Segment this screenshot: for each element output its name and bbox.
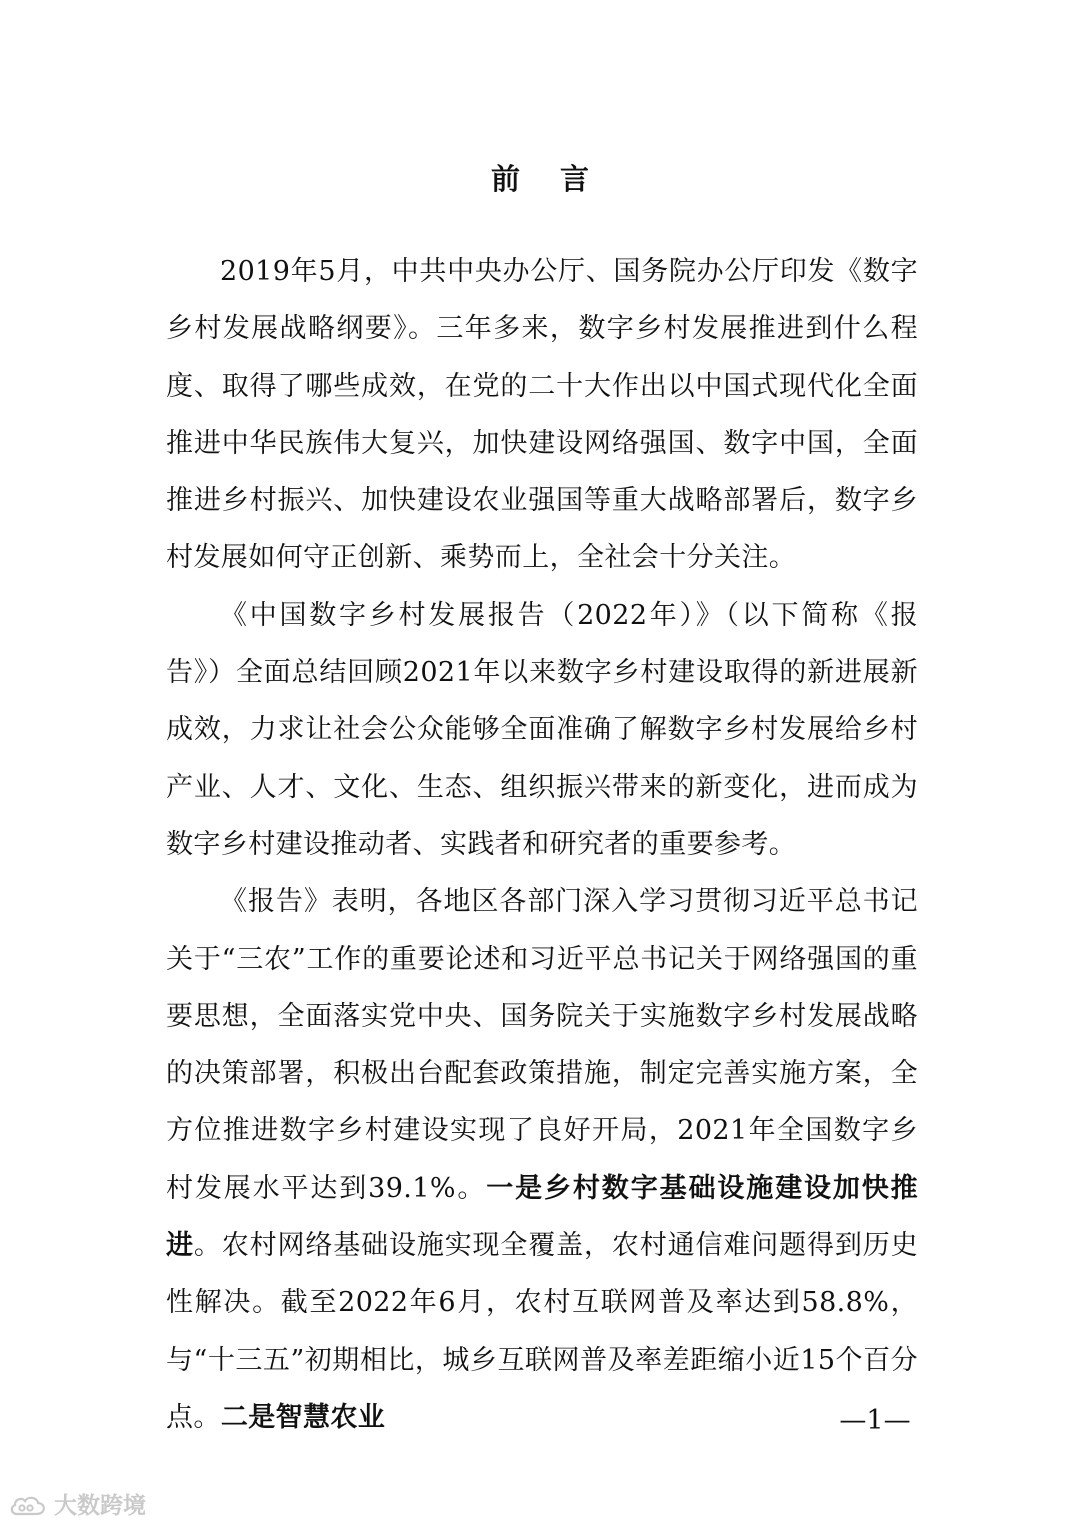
paragraph-3 [166, 873, 918, 1446]
page-title: 前言 [490, 162, 629, 197]
watermark-text: 大数跨境 [54, 1493, 146, 1519]
cloud-logo-icon [8, 1494, 48, 1518]
emphasis-point-two: 二是智慧农业 [220, 1401, 386, 1433]
watermark [8, 1492, 146, 1520]
page-number: —1— [839, 1405, 911, 1436]
document-body [166, 243, 918, 1446]
paragraph-1 [166, 243, 918, 587]
emphasis-point-one: 一是乡村数字基础设施建设加快推进 [166, 1172, 919, 1262]
paragraph-1-text: 2019年5月，中共中央办公厅、国务院办公厅印发《数字乡村发展战略纲要》。三年多来，数字乡村发展推进到什么程度、取得了哪些成效，在党的二十大作出以中国式现代化全面推进中华民族伟大复兴，加快建设网络强国、数字中国，全面推进乡村振兴、加快建设农业强国等重大战略部署后，数字乡村发展如何守正创新、乘势而上，全社会十分关注。 [166, 256, 918, 574]
paragraph-2 [166, 587, 918, 873]
paragraph-3-text-continued: 。农村网络基础设施实现全覆盖，农村通信难问题得到历史性解决。截至2022年6月，农村互联网普及率达到58.8%，与“十三五”初期相比，城乡互联网普及率差距缩小近15个百分点。 [166, 1230, 918, 1433]
paragraph-2-text: 《中国数字乡村发展报告（2022年）》（以下简称《报告》）全面总结回顾2021年以来数字乡村建设取得的新进展新成效，力求让社会公众能够全面准确了解数字乡村发展给乡村产业、人才、文化、生态、组织振兴带来的新变化，进而成为数字乡村建设推动者、实践者和研究者的重要参考。 [166, 599, 918, 860]
paragraph-3-text: 《报告》表明，各地区各部门深入学习贯彻习近平总书记关于“三农”工作的重要论述和习近平总书记关于网络强国的重要思想，全面落实党中央、国务院关于实施数字乡村发展战略的决策部署，积极出台配套政策措施，制定完善实施方案，全方位推进数字乡村建设实现了良好开局，2021年全国数字乡村发展水平达到39.1%。 [166, 886, 918, 1204]
